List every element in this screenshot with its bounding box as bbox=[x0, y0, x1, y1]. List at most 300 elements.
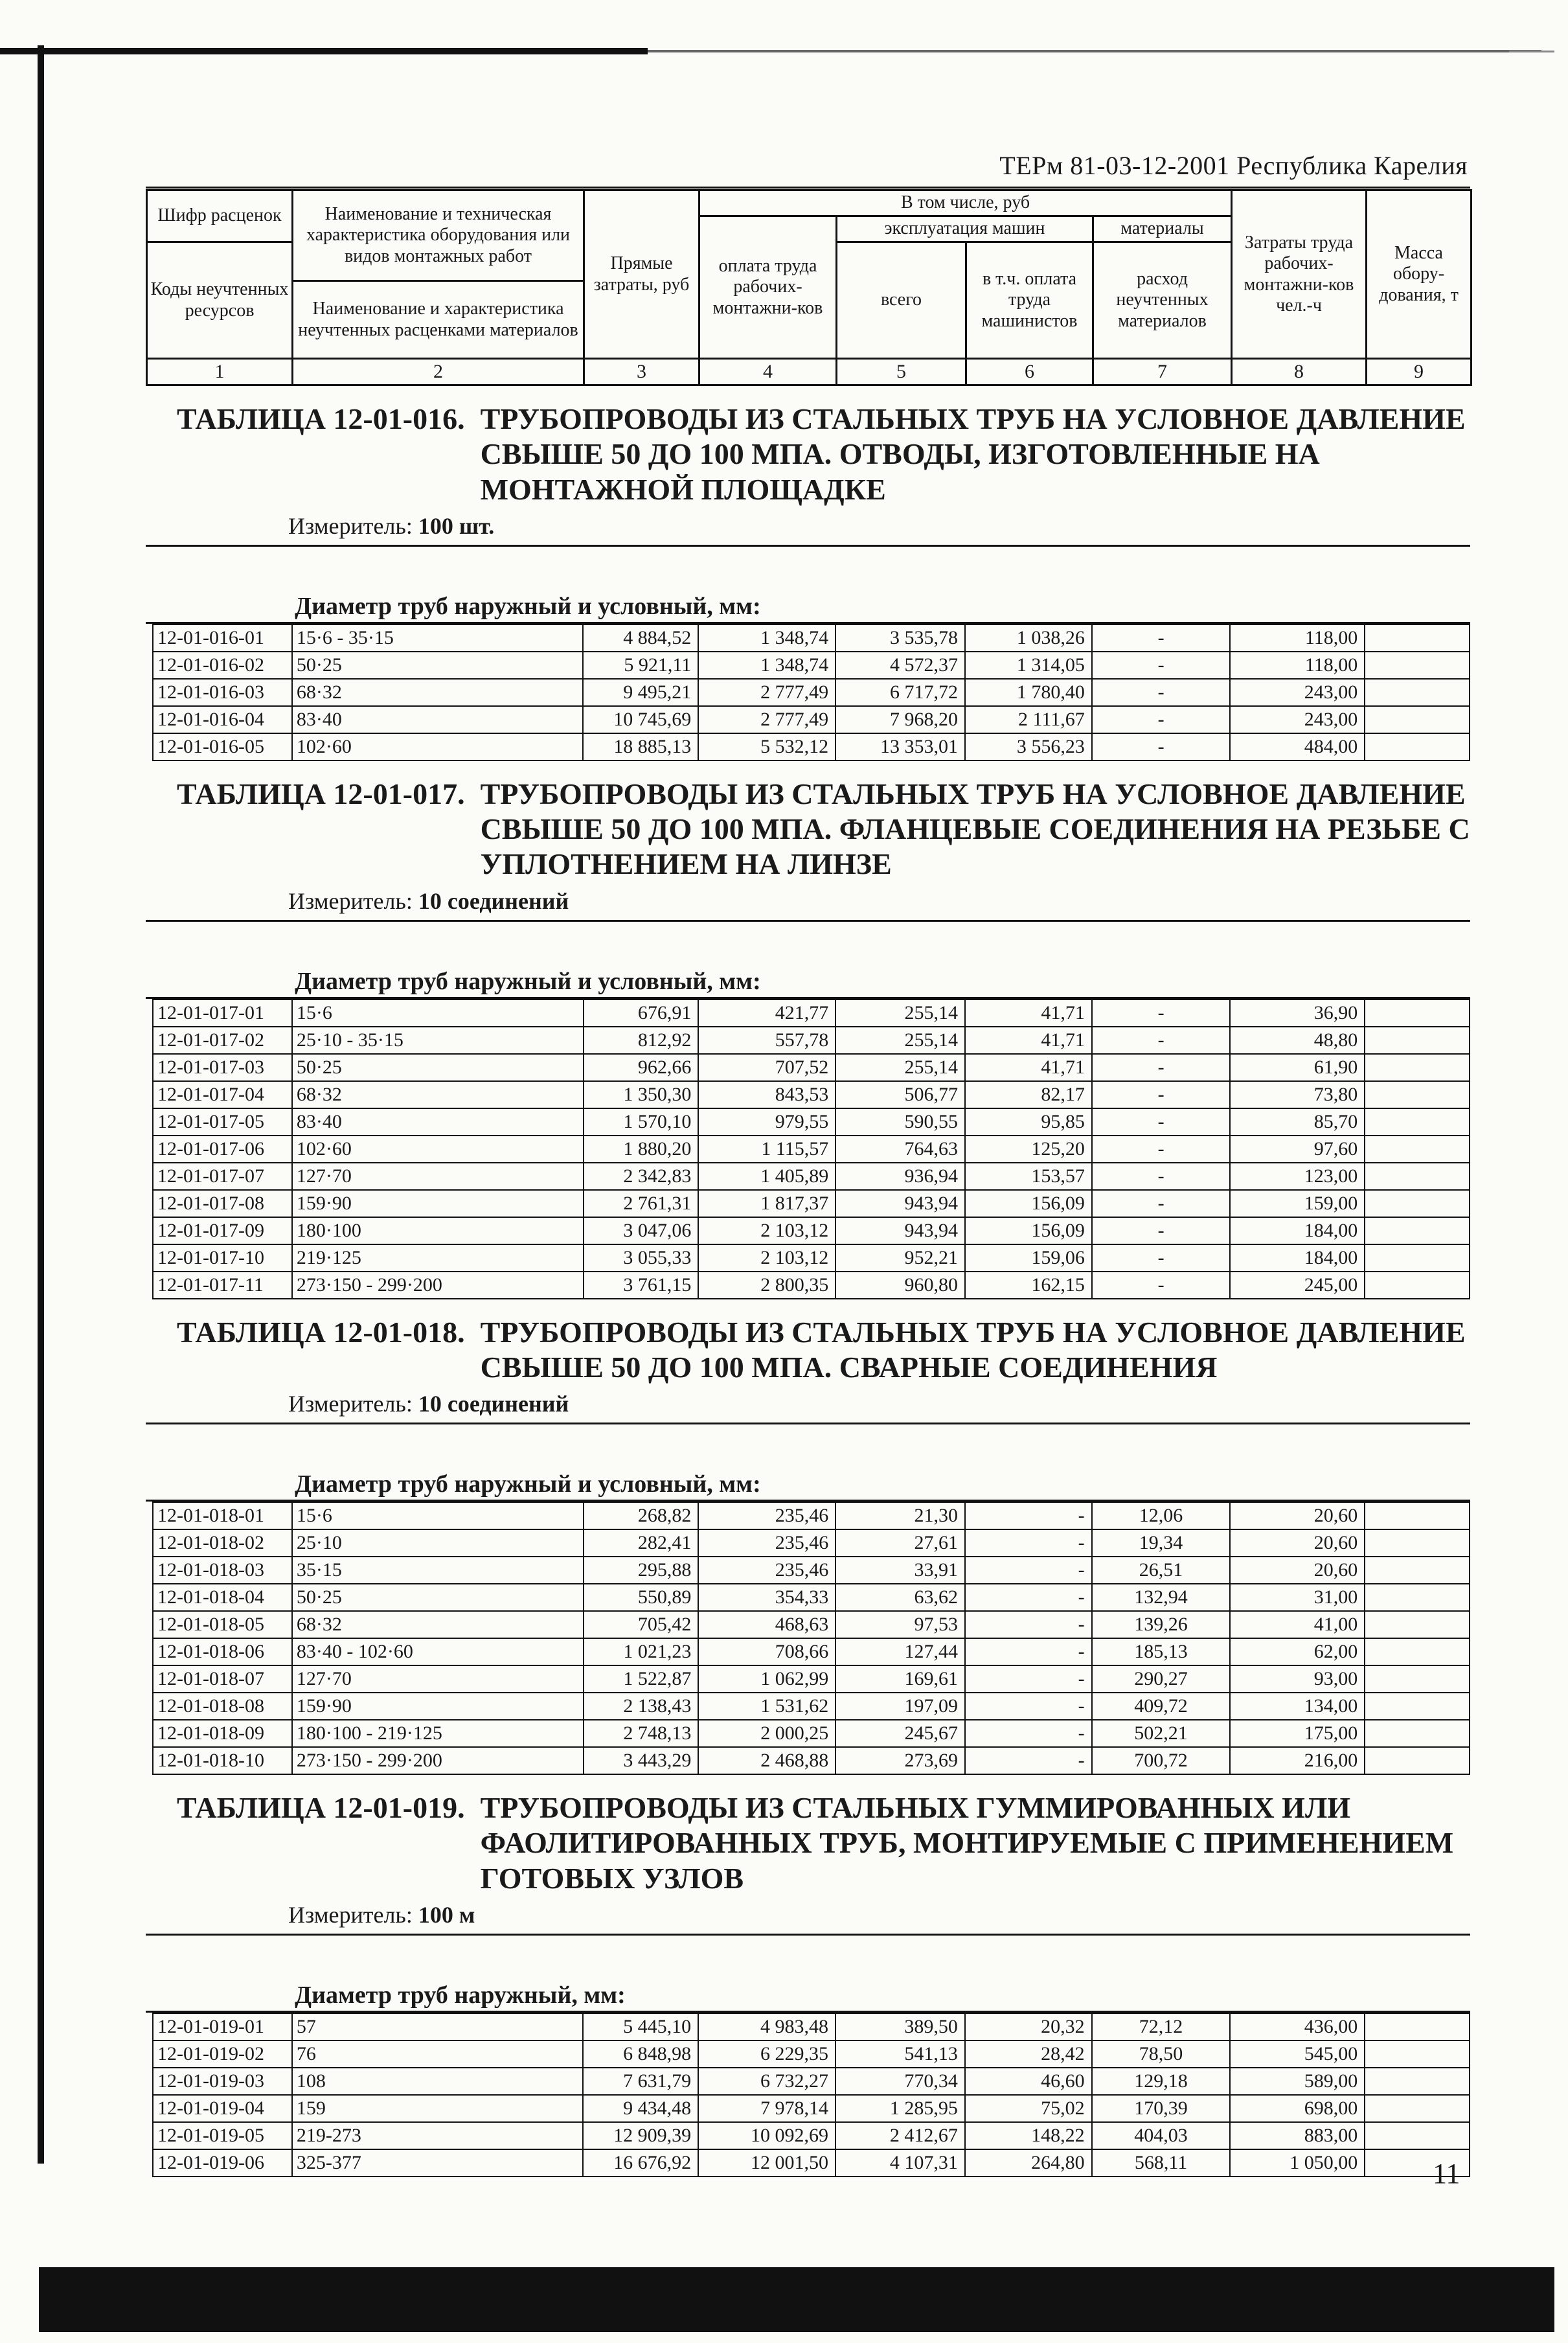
table-cell: 18 885,13 bbox=[583, 733, 698, 760]
table-cell: 243,00 bbox=[1230, 679, 1365, 706]
table-cell: 33,91 bbox=[835, 1557, 965, 1584]
table-cell: 13 353,01 bbox=[835, 733, 965, 760]
column-number: 5 bbox=[837, 359, 966, 385]
section-3 bbox=[146, 1299, 1470, 1776]
table-cell: 255,14 bbox=[835, 1027, 965, 1054]
table-cell: 4 572,37 bbox=[835, 652, 965, 679]
table-cell: 68·32 bbox=[292, 679, 583, 706]
table-cell: 12-01-019-04 bbox=[153, 2095, 292, 2122]
measure-unit-value: 10 соединений bbox=[418, 1391, 569, 1417]
table-cell: 156,09 bbox=[965, 1217, 1092, 1244]
table-cell: 764,63 bbox=[835, 1136, 965, 1163]
section-heading: ТРУБОПРОВОДЫ ИЗ СТАЛЬНЫХ ТРУБ НА УСЛОВНОЕ ДАВЛЕНИЕ СВЫШЕ 50 ДО 100 МПА. СВАРНЫЕ СОЕДИНЕНИЯ bbox=[480, 1315, 1466, 1384]
table-cell: 705,42 bbox=[584, 1611, 699, 1638]
table-cell: - bbox=[965, 1611, 1092, 1638]
table-cell: 127·70 bbox=[292, 1163, 584, 1190]
table-cell: 1 531,62 bbox=[698, 1693, 835, 1720]
table-row bbox=[153, 1502, 1470, 1529]
table-cell: - bbox=[1092, 1000, 1231, 1027]
col2-header-top: Наименование и техническая характеристика оборудования или видов монтажных работ bbox=[293, 190, 584, 281]
table-cell: 185,13 bbox=[1092, 1638, 1231, 1665]
table-cell: 48,80 bbox=[1230, 1027, 1365, 1054]
table-cell: 12-01-017-07 bbox=[153, 1163, 292, 1190]
table-cell: 169,61 bbox=[835, 1665, 965, 1693]
table-cell: 78,50 bbox=[1092, 2040, 1231, 2068]
table-cell: - bbox=[965, 1693, 1092, 1720]
table-cell: 75,02 bbox=[965, 2095, 1092, 2122]
table-cell: 170,39 bbox=[1092, 2095, 1231, 2122]
table-cell: 12-01-017-10 bbox=[153, 1244, 292, 1272]
table-cell: 57 bbox=[292, 2013, 583, 2040]
table-cell: 3 556,23 bbox=[965, 733, 1092, 760]
table-cell: 4 884,52 bbox=[583, 624, 698, 652]
table-cell: 25·10 - 35·15 bbox=[292, 1027, 584, 1054]
table-cell: 127·70 bbox=[292, 1665, 584, 1693]
table-cell: 68·32 bbox=[292, 1081, 584, 1108]
table-cell: 255,14 bbox=[835, 1000, 965, 1027]
table-cell: 273·150 - 299·200 bbox=[292, 1747, 584, 1774]
table-cell: 97,53 bbox=[835, 1611, 965, 1638]
table-cell: 979,55 bbox=[698, 1108, 835, 1136]
table-row bbox=[153, 679, 1470, 706]
table-cell: 5 445,10 bbox=[583, 2013, 698, 2040]
table-cell: - bbox=[965, 1529, 1092, 1557]
measure-unit-label: Измеритель: bbox=[288, 887, 413, 914]
table-cell: 235,46 bbox=[698, 1502, 835, 1529]
table-row bbox=[153, 1557, 1470, 1584]
table-cell: 216,00 bbox=[1230, 1747, 1365, 1774]
measure-unit-label: Измеритель: bbox=[288, 512, 413, 539]
table-cell bbox=[1365, 1584, 1470, 1611]
col8-header: Затраты труда рабочих-монтажни-ков чел.-ч bbox=[1232, 190, 1367, 359]
table-cell bbox=[1365, 1000, 1470, 1027]
table-cell: 12-01-018-07 bbox=[153, 1665, 292, 1693]
table-cell: 2 777,49 bbox=[698, 706, 835, 733]
table-cell: 273·150 - 299·200 bbox=[292, 1272, 584, 1299]
table-cell: 943,94 bbox=[835, 1217, 965, 1244]
table-cell: 1 115,57 bbox=[698, 1136, 835, 1163]
measure-unit-label: Измеритель: bbox=[288, 1901, 413, 1928]
table-cell: 2 412,67 bbox=[835, 2122, 965, 2149]
table-cell bbox=[1365, 2013, 1470, 2040]
table-cell: 770,34 bbox=[835, 2068, 965, 2095]
col5-header: всего bbox=[837, 242, 966, 359]
table-cell: 21,30 bbox=[835, 1502, 965, 1529]
table-cell bbox=[1365, 2095, 1470, 2122]
section-2 bbox=[146, 761, 1470, 1299]
table-row bbox=[153, 652, 1470, 679]
table-cell: 590,55 bbox=[835, 1108, 965, 1136]
table-cell: 12-01-016-02 bbox=[153, 652, 292, 679]
table-cell: 72,12 bbox=[1092, 2013, 1231, 2040]
table-cell: 132,94 bbox=[1092, 1584, 1231, 1611]
table-cell: 943,94 bbox=[835, 1190, 965, 1217]
table-cell: 12-01-017-08 bbox=[153, 1190, 292, 1217]
table-cell: 557,78 bbox=[698, 1027, 835, 1054]
table-cell: 184,00 bbox=[1230, 1217, 1365, 1244]
table-cell bbox=[1365, 1244, 1470, 1272]
table-cell: 502,21 bbox=[1092, 1720, 1231, 1747]
materials-header: материалы bbox=[1093, 216, 1232, 242]
table-cell: 12 909,39 bbox=[583, 2122, 698, 2149]
table-cell: 235,46 bbox=[698, 1557, 835, 1584]
table-cell bbox=[1365, 652, 1470, 679]
table-row bbox=[153, 1000, 1470, 1027]
table-cell: 156,09 bbox=[965, 1190, 1092, 1217]
table-cell: 118,00 bbox=[1230, 624, 1365, 652]
table-cell bbox=[1365, 1611, 1470, 1638]
table-cell: 2 103,12 bbox=[698, 1217, 835, 1244]
table-cell: 698,00 bbox=[1230, 2095, 1365, 2122]
table-cell: 118,00 bbox=[1230, 652, 1365, 679]
rates-sheet bbox=[146, 189, 1470, 2177]
table-cell: 12-01-016-03 bbox=[153, 679, 292, 706]
col7-header: расход неучтенных материалов bbox=[1093, 242, 1232, 359]
table-cell bbox=[1365, 733, 1470, 760]
table-cell: 27,61 bbox=[835, 1529, 965, 1557]
table-cell: 409,72 bbox=[1092, 1693, 1231, 1720]
table-row bbox=[153, 1054, 1470, 1081]
table-row bbox=[153, 1244, 1470, 1272]
table-cell: 12,06 bbox=[1092, 1502, 1231, 1529]
section-1 bbox=[146, 386, 1470, 761]
table-cell: 85,70 bbox=[1230, 1108, 1365, 1136]
scan-border-top-fade bbox=[648, 50, 1541, 52]
table-cell: 76 bbox=[292, 2040, 583, 2068]
table-cell bbox=[1365, 2068, 1470, 2095]
table-cell: 20,60 bbox=[1230, 1529, 1365, 1557]
table-cell bbox=[1365, 1136, 1470, 1163]
table-cell: - bbox=[1092, 1027, 1231, 1054]
table-cell: 2 111,67 bbox=[965, 706, 1092, 733]
table-cell: 1 285,95 bbox=[835, 2095, 965, 2122]
section-heading: ТРУБОПРОВОДЫ ИЗ СТАЛЬНЫХ ТРУБ НА УСЛОВНОЕ ДАВЛЕНИЕ СВЫШЕ 50 ДО 100 МПА. ОТВОДЫ, ИЗГОТОВЛЕННЫЕ НА МОНТАЖНОЙ ПЛОЩАДКЕ bbox=[480, 402, 1466, 506]
table-cell bbox=[1365, 1693, 1470, 1720]
diameter-subheading: Диаметр труб наружный и условный, мм: bbox=[146, 1456, 1470, 1502]
table-cell: 83·40 bbox=[292, 706, 583, 733]
table-cell: 2 761,31 bbox=[584, 1190, 699, 1217]
table-cell bbox=[1365, 1163, 1470, 1190]
table-row bbox=[153, 706, 1470, 733]
table-row bbox=[153, 1611, 1470, 1638]
table-cell: 12-01-016-01 bbox=[153, 624, 292, 652]
table-cell: 404,03 bbox=[1092, 2122, 1231, 2149]
table-cell: 325-377 bbox=[292, 2149, 583, 2177]
table-cell: 12-01-019-06 bbox=[153, 2149, 292, 2177]
table-cell: 25·10 bbox=[292, 1529, 584, 1557]
table-cell: 93,00 bbox=[1230, 1665, 1365, 1693]
table-cell: 108 bbox=[292, 2068, 583, 2095]
table-cell bbox=[1365, 1217, 1470, 1244]
table-row bbox=[153, 2122, 1470, 2149]
column-number: 2 bbox=[293, 359, 584, 385]
table-cell: 159·90 bbox=[292, 1693, 584, 1720]
table-cell: 41,71 bbox=[965, 1000, 1092, 1027]
table-row bbox=[153, 1747, 1470, 1774]
table-cell: 175,00 bbox=[1230, 1720, 1365, 1747]
table-cell: 2 342,83 bbox=[584, 1163, 699, 1190]
table-cell: 123,00 bbox=[1230, 1163, 1365, 1190]
table-cell: 568,11 bbox=[1092, 2149, 1231, 2177]
table-cell: 20,32 bbox=[965, 2013, 1092, 2040]
table-cell: 73,80 bbox=[1230, 1081, 1365, 1108]
table-cell: - bbox=[1092, 1081, 1231, 1108]
table-row bbox=[153, 2040, 1470, 2068]
table-row bbox=[153, 1638, 1470, 1665]
table-cell bbox=[1365, 1190, 1470, 1217]
table-cell: - bbox=[1092, 679, 1231, 706]
table-cell: 41,71 bbox=[965, 1054, 1092, 1081]
table-cell: 12-01-018-05 bbox=[153, 1611, 292, 1638]
table-row bbox=[153, 1720, 1470, 1747]
measure-unit bbox=[146, 882, 1470, 922]
section-heading: ТРУБОПРОВОДЫ ИЗ СТАЛЬНЫХ ТРУБ НА УСЛОВНОЕ ДАВЛЕНИЕ СВЫШЕ 50 ДО 100 МПА. ФЛАНЦЕВЫЕ СОЕДИНЕНИЯ НА РЕЗЬБЕ С УПЛОТНЕНИЕМ НА ЛИНЗЕ bbox=[480, 777, 1470, 881]
table-cell: 162,15 bbox=[965, 1272, 1092, 1299]
scan-border-bottom bbox=[39, 2267, 1554, 2332]
table-cell: 2 468,88 bbox=[698, 1747, 835, 1774]
table-cell: 15·6 - 35·15 bbox=[292, 624, 583, 652]
table-cell: - bbox=[965, 1557, 1092, 1584]
table-cell: 936,94 bbox=[835, 1163, 965, 1190]
table-cell: 12-01-018-08 bbox=[153, 1693, 292, 1720]
col6-header: в т.ч. оплата труда машинистов bbox=[966, 242, 1093, 359]
table-cell: 506,77 bbox=[835, 1081, 965, 1108]
table-row bbox=[153, 2095, 1470, 2122]
table-cell: 20,60 bbox=[1230, 1502, 1365, 1529]
table-cell: 12-01-018-09 bbox=[153, 1720, 292, 1747]
table-cell: 153,57 bbox=[965, 1163, 1092, 1190]
section-title bbox=[146, 1775, 1470, 1896]
measure-unit bbox=[146, 1385, 1470, 1424]
table-cell: 184,00 bbox=[1230, 1244, 1365, 1272]
table-cell: 83·40 bbox=[292, 1108, 584, 1136]
table-cell: 3 443,29 bbox=[584, 1747, 699, 1774]
document-reference: ТЕРм 81-03-12-2001 Республика Карелия bbox=[999, 151, 1468, 180]
table-cell: 12-01-017-11 bbox=[153, 1272, 292, 1299]
table-cell: 235,46 bbox=[698, 1529, 835, 1557]
column-number-row bbox=[147, 359, 1471, 385]
table-cell: 550,89 bbox=[584, 1584, 699, 1611]
sections-container bbox=[146, 386, 1470, 2177]
table-cell: 125,20 bbox=[965, 1136, 1092, 1163]
table-cell: 354,33 bbox=[698, 1584, 835, 1611]
table-cell: 15·6 bbox=[292, 1000, 584, 1027]
table-cell: 12-01-018-02 bbox=[153, 1529, 292, 1557]
table-cell: 245,00 bbox=[1230, 1272, 1365, 1299]
table-cell bbox=[1365, 1720, 1470, 1747]
table-cell: - bbox=[1092, 1163, 1231, 1190]
table-cell: - bbox=[1092, 652, 1231, 679]
scan-border-left bbox=[38, 45, 44, 2164]
table-cell: - bbox=[965, 1584, 1092, 1611]
table-cell bbox=[1365, 679, 1470, 706]
machines-header: эксплуатация машин bbox=[837, 216, 1093, 242]
table-row bbox=[153, 2068, 1470, 2095]
table-cell: 26,51 bbox=[1092, 1557, 1231, 1584]
table-cell: 5 921,11 bbox=[583, 652, 698, 679]
table-cell: 180·100 bbox=[292, 1217, 584, 1244]
table-row bbox=[153, 1529, 1470, 1557]
table-cell: 676,91 bbox=[584, 1000, 699, 1027]
table-cell: 708,66 bbox=[698, 1638, 835, 1665]
table-cell: 282,41 bbox=[584, 1529, 699, 1557]
table-cell: 1 817,37 bbox=[698, 1190, 835, 1217]
table-cell: 2 777,49 bbox=[698, 679, 835, 706]
table-cell: 1 348,74 bbox=[698, 652, 835, 679]
table-row bbox=[153, 1584, 1470, 1611]
table-cell: 15·6 bbox=[292, 1502, 584, 1529]
col3-header: Прямые затраты, руб bbox=[584, 190, 699, 359]
table-cell: 4 107,31 bbox=[835, 2149, 965, 2177]
table-cell: 12-01-017-01 bbox=[153, 1000, 292, 1027]
table-cell: 1 348,74 bbox=[698, 624, 835, 652]
table-cell: 12-01-017-04 bbox=[153, 1081, 292, 1108]
header-rule bbox=[146, 187, 1470, 189]
col9-header: Масса обору-дования, т bbox=[1367, 190, 1471, 359]
table-cell: 12-01-017-02 bbox=[153, 1027, 292, 1054]
table-cell: 812,92 bbox=[584, 1027, 699, 1054]
table-cell: 952,21 bbox=[835, 1244, 965, 1272]
table-cell: 255,14 bbox=[835, 1054, 965, 1081]
table-cell: 589,00 bbox=[1230, 2068, 1365, 2095]
table-cell: 436,00 bbox=[1230, 2013, 1365, 2040]
table-cell: 12-01-018-06 bbox=[153, 1638, 292, 1665]
table-cell: 4 983,48 bbox=[698, 2013, 835, 2040]
table-cell: 219-273 bbox=[292, 2122, 583, 2149]
table-cell: 1 038,26 bbox=[965, 624, 1092, 652]
column-number: 1 bbox=[147, 359, 293, 385]
table-cell bbox=[1365, 1557, 1470, 1584]
table-cell: 159·90 bbox=[292, 1190, 584, 1217]
table-row bbox=[153, 1665, 1470, 1693]
table-cell: 545,00 bbox=[1230, 2040, 1365, 2068]
table-cell bbox=[1365, 1081, 1470, 1108]
table-cell: 243,00 bbox=[1230, 706, 1365, 733]
rates-table bbox=[152, 999, 1470, 1299]
table-cell: - bbox=[965, 1502, 1092, 1529]
section-code: ТАБЛИЦА 12-01-019. bbox=[177, 1791, 465, 1825]
measure-unit-value: 100 м bbox=[418, 1901, 475, 1928]
table-cell: 1 880,20 bbox=[584, 1136, 699, 1163]
table-cell: 484,00 bbox=[1230, 733, 1365, 760]
table-cell: 97,60 bbox=[1230, 1136, 1365, 1163]
table-row bbox=[153, 1272, 1470, 1299]
table-cell: 197,09 bbox=[835, 1693, 965, 1720]
table-cell: 3 761,15 bbox=[584, 1272, 699, 1299]
table-cell: 180·100 - 219·125 bbox=[292, 1720, 584, 1747]
table-cell: 2 138,43 bbox=[584, 1693, 699, 1720]
table-cell: - bbox=[1092, 1054, 1231, 1081]
table-row bbox=[153, 1190, 1470, 1217]
diameter-subheading: Диаметр труб наружный и условный, мм: bbox=[146, 578, 1470, 624]
table-cell: 290,27 bbox=[1092, 1665, 1231, 1693]
table-cell bbox=[1365, 706, 1470, 733]
table-cell: 102·60 bbox=[292, 733, 583, 760]
rates-table bbox=[152, 1502, 1470, 1775]
table-cell: 50·25 bbox=[292, 652, 583, 679]
table-cell: 28,42 bbox=[965, 2040, 1092, 2068]
table-cell: 12-01-018-10 bbox=[153, 1747, 292, 1774]
table-cell: 6 732,27 bbox=[698, 2068, 835, 2095]
table-cell: 19,34 bbox=[1092, 1529, 1231, 1557]
measure-unit bbox=[146, 1896, 1470, 1936]
table-cell: 541,13 bbox=[835, 2040, 965, 2068]
section-title bbox=[146, 1299, 1470, 1386]
column-number: 8 bbox=[1232, 359, 1367, 385]
table-cell: 6 848,98 bbox=[583, 2040, 698, 2068]
col1-header-top: Шифр расценок bbox=[147, 190, 293, 242]
table-cell: 6 229,35 bbox=[698, 2040, 835, 2068]
table-cell: 12-01-019-05 bbox=[153, 2122, 292, 2149]
table-cell: 843,53 bbox=[698, 1081, 835, 1108]
table-cell bbox=[1365, 1272, 1470, 1299]
column-header-table bbox=[146, 189, 1472, 386]
table-cell bbox=[1365, 1747, 1470, 1774]
table-cell: 1 780,40 bbox=[965, 679, 1092, 706]
col2-header-bottom: Наименование и характеристика неучтенных расценками материалов bbox=[293, 281, 584, 359]
section-code: ТАБЛИЦА 12-01-016. bbox=[177, 402, 465, 435]
table-cell: 7 631,79 bbox=[583, 2068, 698, 2095]
table-cell bbox=[1365, 1665, 1470, 1693]
table-cell: 102·60 bbox=[292, 1136, 584, 1163]
table-row bbox=[153, 624, 1470, 652]
table-cell: 273,69 bbox=[835, 1747, 965, 1774]
table-cell: 127,44 bbox=[835, 1638, 965, 1665]
table-cell: 1 570,10 bbox=[584, 1108, 699, 1136]
table-cell: 1 021,23 bbox=[584, 1638, 699, 1665]
table-cell: 12-01-016-04 bbox=[153, 706, 292, 733]
table-cell: - bbox=[1092, 1272, 1231, 1299]
table-cell: 148,22 bbox=[965, 2122, 1092, 2149]
table-cell: 10 092,69 bbox=[698, 2122, 835, 2149]
table-row bbox=[153, 1081, 1470, 1108]
table-cell: 31,00 bbox=[1230, 1584, 1365, 1611]
table-cell: 82,17 bbox=[965, 1081, 1092, 1108]
table-cell: - bbox=[1092, 1217, 1231, 1244]
table-cell: 219·125 bbox=[292, 1244, 584, 1272]
scan-border-top bbox=[0, 48, 648, 54]
table-cell: 3 535,78 bbox=[835, 624, 965, 652]
table-cell: 12-01-017-03 bbox=[153, 1054, 292, 1081]
table-cell bbox=[1365, 1529, 1470, 1557]
table-row bbox=[153, 1217, 1470, 1244]
column-number: 6 bbox=[966, 359, 1093, 385]
table-cell: 9 495,21 bbox=[583, 679, 698, 706]
scan-corner-mark bbox=[1509, 51, 1554, 52]
table-cell: 12-01-019-03 bbox=[153, 2068, 292, 2095]
table-cell: 2 103,12 bbox=[698, 1244, 835, 1272]
table-cell: - bbox=[965, 1747, 1092, 1774]
table-cell: - bbox=[1092, 624, 1231, 652]
table-cell: 245,67 bbox=[835, 1720, 965, 1747]
table-row bbox=[153, 1027, 1470, 1054]
table-cell: 12-01-019-01 bbox=[153, 2013, 292, 2040]
table-cell: 7 978,14 bbox=[698, 2095, 835, 2122]
table-row bbox=[153, 1108, 1470, 1136]
table-cell: 1 522,87 bbox=[584, 1665, 699, 1693]
table-cell bbox=[1365, 1108, 1470, 1136]
table-cell: 159,00 bbox=[1230, 1190, 1365, 1217]
table-cell: - bbox=[965, 1720, 1092, 1747]
table-row bbox=[153, 1163, 1470, 1190]
table-cell: 159,06 bbox=[965, 1244, 1092, 1272]
table-cell: 12-01-017-05 bbox=[153, 1108, 292, 1136]
table-cell: 2 800,35 bbox=[698, 1272, 835, 1299]
section-code: ТАБЛИЦА 12-01-018. bbox=[177, 1315, 465, 1349]
table-cell: 700,72 bbox=[1092, 1747, 1231, 1774]
column-number: 3 bbox=[584, 359, 699, 385]
table-cell: 389,50 bbox=[835, 2013, 965, 2040]
